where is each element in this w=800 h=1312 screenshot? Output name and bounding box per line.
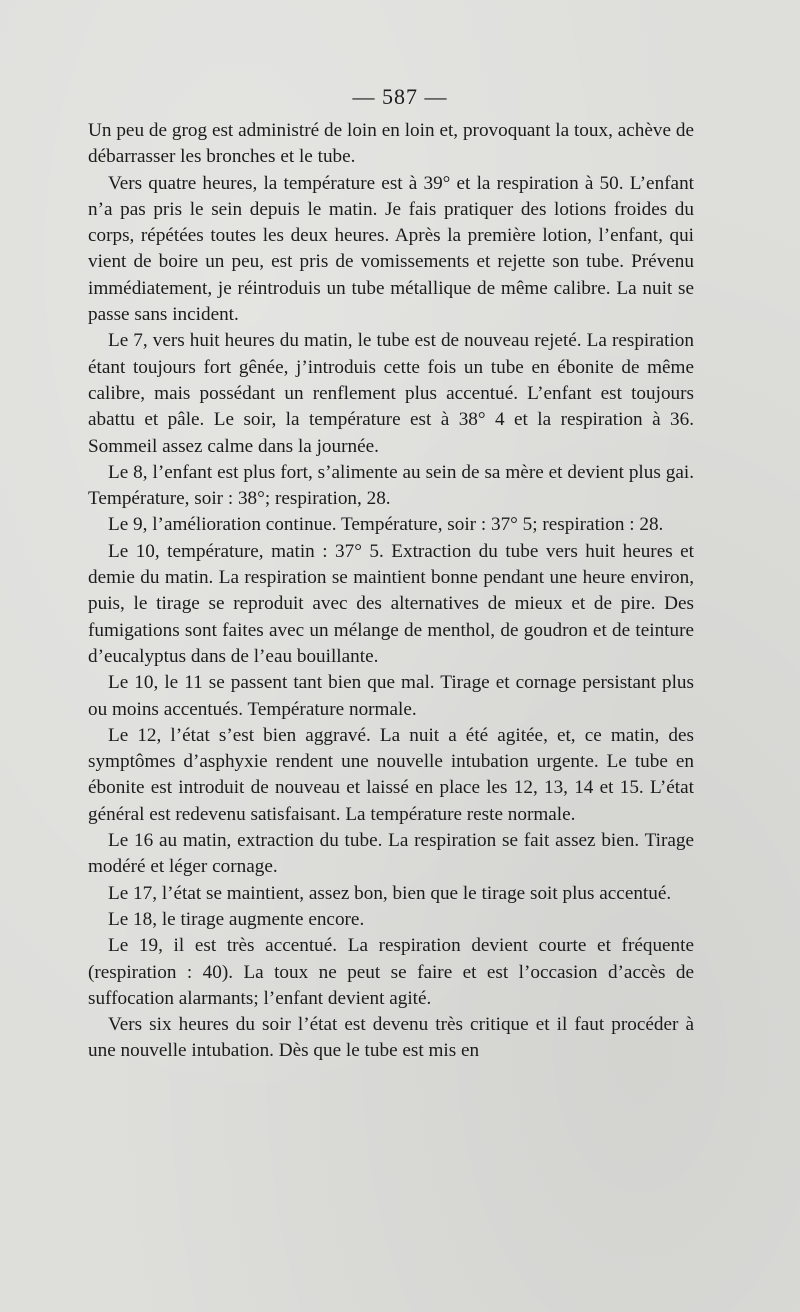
paragraph: Le 8, l’enfant est plus fort, s’alimente au sein de sa mère et devient plus gai. Température, soir : 38°; respiration, 28. (88, 461, 694, 510)
paragraph: Le 17, l’état se maintient, assez bon, bien que le tirage soit plus accentué. (108, 882, 672, 904)
body-text (88, 118, 694, 1065)
paragraph: Un peu de grog est administré de loin en loin et, provoquant la toux, achève de débarrasser les bronches et le tube. (88, 120, 694, 168)
paragraph: Le 9, l’amélioration continue. Température, soir : 37° 5; respiration : 28. (108, 514, 664, 536)
paragraph: Le 10, température, matin : 37° 5. Extraction du tube vers huit heures et demie du matin. La respiration se maintient bonne pendant une heure environ, puis, le tirage se reproduit avec des alternatives de mieux et de pire. Des fumigations sont faites avec un mélange de menthol, de goudron et de teinture d’eucalyptus dans de l’eau bouillante. (88, 540, 694, 667)
paragraph: Le 18, le tirage augmente encore. (108, 908, 365, 930)
paragraph: Le 10, le 11 se passent tant bien que mal. Tirage et cornage persistant plus ou moins accentués. Température normale. (88, 672, 694, 720)
paragraph: Le 12, l’état s’est bien aggravé. La nuit a été agitée, et, ce matin, des symptômes d’asphyxie rendent une nouvelle intubation urgente. Le tube en ébonite est introduit de nouveau et laissé en place les 12, 13, 14 et 15. L’état général est redevenu satisfaisant. La température reste normale. (88, 724, 694, 825)
paragraph: Le 7, vers huit heures du matin, le tube est de nouveau rejeté. La respiration étant toujours fort gênée, j’introduis cette fois un tube en ébonite de même calibre, mais possédant un renflement plus accentué. L’enfant est toujours abattu et pâle. Le soir, la température est à 38° 4 et la respiration à 36. Sommeil assez calme dans la journée. (88, 330, 694, 457)
paragraph: Vers quatre heures, la température est à 39° et la respiration à 50. L’enfant n’a pas pris le sein depuis le matin. Je fais pratiquer des lotions froides du corps, répétées toutes les deux heures. Après la première lotion, l’enfant, qui vient de boire un peu, est pris de vomissements et rejette son tube. Prévenu immédiatement, je réintroduis un tube métallique de même calibre. La nuit se passe sans incident. (88, 172, 694, 326)
page-number: — 587 — (352, 84, 448, 109)
paragraph: Le 19, il est très accentué. La respiration devient courte et fréquente (respiration : 40). La toux ne peut se faire et est l’occasion d’accès de suffocation alarmants; l’enfant devient agité. (88, 935, 694, 1009)
paragraph: Vers six heures du soir l’état est devenu très critique et il faut procéder à une nouvelle intubation. Dès que le tube est mis en (88, 1014, 694, 1062)
paragraph: Le 16 au matin, extraction du tube. La respiration se fait assez bien. Tirage modéré et léger cornage. (88, 830, 694, 878)
